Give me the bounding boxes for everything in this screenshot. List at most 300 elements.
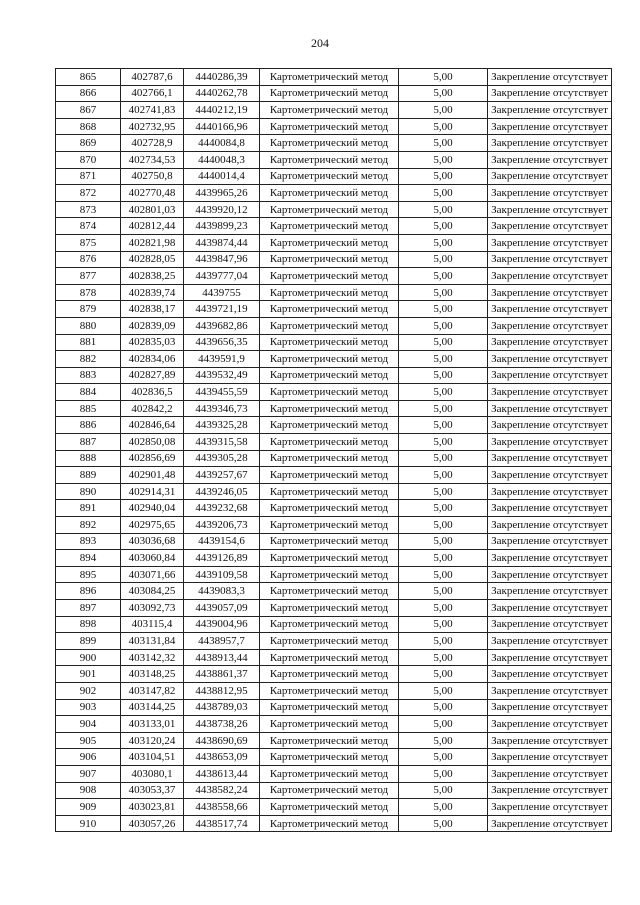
error-cell: 5,00	[399, 201, 488, 218]
x-coordinate-cell: 402787,6	[121, 69, 184, 86]
x-coordinate-cell: 403071,66	[121, 566, 184, 583]
point-number-cell: 902	[56, 682, 121, 699]
point-number-cell: 886	[56, 417, 121, 434]
error-cell: 5,00	[399, 583, 488, 600]
table-row	[56, 234, 612, 251]
x-coordinate-cell: 402838,17	[121, 301, 184, 318]
point-number-cell: 881	[56, 334, 121, 351]
x-coordinate-cell: 402828,05	[121, 251, 184, 268]
table-row	[56, 699, 612, 716]
x-coordinate-cell: 403131,84	[121, 633, 184, 650]
point-number-cell: 885	[56, 400, 121, 417]
x-coordinate-cell: 402901,48	[121, 467, 184, 484]
fixation-cell: Закрепление отсутствует	[488, 251, 612, 268]
table-row	[56, 600, 612, 617]
x-coordinate-cell: 402850,08	[121, 434, 184, 451]
error-cell: 5,00	[399, 251, 488, 268]
y-coordinate-cell: 4439532,49	[184, 367, 260, 384]
fixation-cell: Закрепление отсутствует	[488, 765, 612, 782]
method-cell: Картометрический метод	[260, 749, 399, 766]
x-coordinate-cell: 402741,83	[121, 102, 184, 119]
error-cell: 5,00	[399, 483, 488, 500]
y-coordinate-cell: 4438913,44	[184, 649, 260, 666]
table-row	[56, 467, 612, 484]
error-cell: 5,00	[399, 301, 488, 318]
fixation-cell: Закрепление отсутствует	[488, 284, 612, 301]
y-coordinate-cell: 4438582,24	[184, 782, 260, 799]
error-cell: 5,00	[399, 234, 488, 251]
method-cell: Картометрический метод	[260, 151, 399, 168]
y-coordinate-cell: 4440262,78	[184, 85, 260, 102]
y-coordinate-cell: 4438789,03	[184, 699, 260, 716]
method-cell: Картометрический метод	[260, 682, 399, 699]
error-cell: 5,00	[399, 284, 488, 301]
point-number-cell: 897	[56, 600, 121, 617]
method-cell: Картометрический метод	[260, 583, 399, 600]
error-cell: 5,00	[399, 467, 488, 484]
y-coordinate-cell: 4439656,35	[184, 334, 260, 351]
y-coordinate-cell: 4439346,73	[184, 400, 260, 417]
point-number-cell: 872	[56, 185, 121, 202]
fixation-cell: Закрепление отсутствует	[488, 417, 612, 434]
method-cell: Картометрический метод	[260, 218, 399, 235]
fixation-cell: Закрепление отсутствует	[488, 135, 612, 152]
table-row	[56, 135, 612, 152]
fixation-cell: Закрепление отсутствует	[488, 500, 612, 517]
method-cell: Картометрический метод	[260, 450, 399, 467]
fixation-cell: Закрепление отсутствует	[488, 102, 612, 119]
error-cell: 5,00	[399, 85, 488, 102]
y-coordinate-cell: 4439920,12	[184, 201, 260, 218]
fixation-cell: Закрепление отсутствует	[488, 550, 612, 567]
table-row	[56, 334, 612, 351]
y-coordinate-cell: 4439206,73	[184, 517, 260, 534]
fixation-cell: Закрепление отсутствует	[488, 268, 612, 285]
x-coordinate-cell: 403057,26	[121, 815, 184, 832]
y-coordinate-cell: 4439246,05	[184, 483, 260, 500]
error-cell: 5,00	[399, 566, 488, 583]
table-row	[56, 682, 612, 699]
table-row	[56, 284, 612, 301]
error-cell: 5,00	[399, 351, 488, 368]
table-row	[56, 749, 612, 766]
fixation-cell: Закрепление отсутствует	[488, 467, 612, 484]
error-cell: 5,00	[399, 616, 488, 633]
x-coordinate-cell: 402734,53	[121, 151, 184, 168]
error-cell: 5,00	[399, 268, 488, 285]
point-number-cell: 882	[56, 351, 121, 368]
point-number-cell: 899	[56, 633, 121, 650]
error-cell: 5,00	[399, 135, 488, 152]
table-row	[56, 201, 612, 218]
error-cell: 5,00	[399, 550, 488, 567]
y-coordinate-cell: 4439325,28	[184, 417, 260, 434]
y-coordinate-cell: 4438558,66	[184, 799, 260, 816]
fixation-cell: Закрепление отсутствует	[488, 583, 612, 600]
fixation-cell: Закрепление отсутствует	[488, 799, 612, 816]
x-coordinate-cell: 402835,03	[121, 334, 184, 351]
table-row	[56, 765, 612, 782]
method-cell: Картометрический метод	[260, 815, 399, 832]
method-cell: Картометрический метод	[260, 234, 399, 251]
method-cell: Картометрический метод	[260, 102, 399, 119]
x-coordinate-cell: 403092,73	[121, 600, 184, 617]
error-cell: 5,00	[399, 417, 488, 434]
error-cell: 5,00	[399, 69, 488, 86]
y-coordinate-cell: 4439126,89	[184, 550, 260, 567]
fixation-cell: Закрепление отсутствует	[488, 168, 612, 185]
x-coordinate-cell: 402812,44	[121, 218, 184, 235]
point-number-cell: 906	[56, 749, 121, 766]
x-coordinate-cell: 402732,95	[121, 118, 184, 135]
point-number-cell: 895	[56, 566, 121, 583]
error-cell: 5,00	[399, 185, 488, 202]
fixation-cell: Закрепление отсутствует	[488, 682, 612, 699]
page-number: 204	[311, 36, 329, 50]
table-row	[56, 102, 612, 119]
method-cell: Картометрический метод	[260, 301, 399, 318]
method-cell: Картометрический метод	[260, 633, 399, 650]
error-cell: 5,00	[399, 533, 488, 550]
method-cell: Картометрический метод	[260, 782, 399, 799]
x-coordinate-cell: 402940,04	[121, 500, 184, 517]
x-coordinate-cell: 402842,2	[121, 400, 184, 417]
method-cell: Картометрический метод	[260, 666, 399, 683]
y-coordinate-cell: 4439109,58	[184, 566, 260, 583]
point-number-cell: 875	[56, 234, 121, 251]
error-cell: 5,00	[399, 649, 488, 666]
point-number-cell: 892	[56, 517, 121, 534]
fixation-cell: Закрепление отсутствует	[488, 234, 612, 251]
x-coordinate-cell: 403060,84	[121, 550, 184, 567]
table-row	[56, 268, 612, 285]
y-coordinate-cell: 4439232,68	[184, 500, 260, 517]
error-cell: 5,00	[399, 682, 488, 699]
x-coordinate-cell: 402750,8	[121, 168, 184, 185]
fixation-cell: Закрепление отсутствует	[488, 450, 612, 467]
table-row	[56, 151, 612, 168]
error-cell: 5,00	[399, 168, 488, 185]
fixation-cell: Закрепление отсутствует	[488, 367, 612, 384]
point-number-cell: 879	[56, 301, 121, 318]
point-number-cell: 874	[56, 218, 121, 235]
error-cell: 5,00	[399, 317, 488, 334]
x-coordinate-cell: 403147,82	[121, 682, 184, 699]
y-coordinate-cell: 4439083,3	[184, 583, 260, 600]
table-row	[56, 483, 612, 500]
error-cell: 5,00	[399, 749, 488, 766]
point-number-cell: 894	[56, 550, 121, 567]
method-cell: Картометрический метод	[260, 135, 399, 152]
fixation-cell: Закрепление отсутствует	[488, 782, 612, 799]
fixation-cell: Закрепление отсутствует	[488, 151, 612, 168]
method-cell: Картометрический метод	[260, 168, 399, 185]
point-number-cell: 904	[56, 716, 121, 733]
error-cell: 5,00	[399, 367, 488, 384]
y-coordinate-cell: 4438738,26	[184, 716, 260, 733]
y-coordinate-cell: 4440212,19	[184, 102, 260, 119]
error-cell: 5,00	[399, 218, 488, 235]
fixation-cell: Закрепление отсутствует	[488, 699, 612, 716]
fixation-cell: Закрепление отсутствует	[488, 566, 612, 583]
x-coordinate-cell: 403144,25	[121, 699, 184, 716]
point-number-cell: 901	[56, 666, 121, 683]
method-cell: Картометрический метод	[260, 400, 399, 417]
fixation-cell: Закрепление отсутствует	[488, 716, 612, 733]
y-coordinate-cell: 4439899,23	[184, 218, 260, 235]
point-number-cell: 870	[56, 151, 121, 168]
fixation-cell: Закрепление отсутствует	[488, 384, 612, 401]
fixation-cell: Закрепление отсутствует	[488, 600, 612, 617]
method-cell: Картометрический метод	[260, 334, 399, 351]
table-row	[56, 815, 612, 832]
x-coordinate-cell: 402839,09	[121, 317, 184, 334]
y-coordinate-cell: 4438653,09	[184, 749, 260, 766]
x-coordinate-cell: 403036,68	[121, 533, 184, 550]
y-coordinate-cell: 4439057,09	[184, 600, 260, 617]
fixation-cell: Закрепление отсутствует	[488, 732, 612, 749]
table-row	[56, 301, 612, 318]
method-cell: Картометрический метод	[260, 566, 399, 583]
fixation-cell: Закрепление отсутствует	[488, 633, 612, 650]
table-row	[56, 69, 612, 86]
method-cell: Картометрический метод	[260, 467, 399, 484]
table-row	[56, 85, 612, 102]
table-row	[56, 583, 612, 600]
point-number-cell: 903	[56, 699, 121, 716]
method-cell: Картометрический метод	[260, 185, 399, 202]
table-row	[56, 616, 612, 633]
error-cell: 5,00	[399, 782, 488, 799]
error-cell: 5,00	[399, 732, 488, 749]
error-cell: 5,00	[399, 151, 488, 168]
error-cell: 5,00	[399, 600, 488, 617]
error-cell: 5,00	[399, 517, 488, 534]
error-cell: 5,00	[399, 334, 488, 351]
table-row	[56, 251, 612, 268]
table-row	[56, 384, 612, 401]
x-coordinate-cell: 403053,37	[121, 782, 184, 799]
table-row	[56, 566, 612, 583]
point-number-cell: 866	[56, 85, 121, 102]
point-number-cell: 884	[56, 384, 121, 401]
method-cell: Картометрический метод	[260, 699, 399, 716]
fixation-cell: Закрепление отсутствует	[488, 483, 612, 500]
fixation-cell: Закрепление отсутствует	[488, 533, 612, 550]
method-cell: Картометрический метод	[260, 483, 399, 500]
point-number-cell: 888	[56, 450, 121, 467]
method-cell: Картометрический метод	[260, 616, 399, 633]
error-cell: 5,00	[399, 434, 488, 451]
point-number-cell: 891	[56, 500, 121, 517]
x-coordinate-cell: 402975,65	[121, 517, 184, 534]
point-number-cell: 867	[56, 102, 121, 119]
point-number-cell: 909	[56, 799, 121, 816]
error-cell: 5,00	[399, 118, 488, 135]
table-row	[56, 417, 612, 434]
x-coordinate-cell: 403142,32	[121, 649, 184, 666]
table-row	[56, 367, 612, 384]
fixation-cell: Закрепление отсутствует	[488, 69, 612, 86]
error-cell: 5,00	[399, 716, 488, 733]
point-number-cell: 871	[56, 168, 121, 185]
table-row	[56, 666, 612, 683]
error-cell: 5,00	[399, 400, 488, 417]
error-cell: 5,00	[399, 500, 488, 517]
y-coordinate-cell: 4439257,67	[184, 467, 260, 484]
y-coordinate-cell: 4440014,4	[184, 168, 260, 185]
y-coordinate-cell: 4439847,96	[184, 251, 260, 268]
table-row	[56, 732, 612, 749]
method-cell: Картометрический метод	[260, 367, 399, 384]
method-cell: Картометрический метод	[260, 434, 399, 451]
y-coordinate-cell: 4439591,9	[184, 351, 260, 368]
fixation-cell: Закрепление отсутствует	[488, 185, 612, 202]
fixation-cell: Закрепление отсутствует	[488, 749, 612, 766]
y-coordinate-cell: 4440048,3	[184, 151, 260, 168]
y-coordinate-cell: 4438861,37	[184, 666, 260, 683]
table-row	[56, 533, 612, 550]
point-number-cell: 878	[56, 284, 121, 301]
table-row	[56, 500, 612, 517]
y-coordinate-cell: 4439874,44	[184, 234, 260, 251]
fixation-cell: Закрепление отсутствует	[488, 334, 612, 351]
coordinates-table	[55, 68, 612, 832]
point-number-cell: 869	[56, 135, 121, 152]
x-coordinate-cell: 403080,1	[121, 765, 184, 782]
y-coordinate-cell: 4440084,8	[184, 135, 260, 152]
x-coordinate-cell: 402821,98	[121, 234, 184, 251]
fixation-cell: Закрепление отсутствует	[488, 517, 612, 534]
method-cell: Картометрический метод	[260, 799, 399, 816]
method-cell: Картометрический метод	[260, 118, 399, 135]
point-number-cell: 873	[56, 201, 121, 218]
x-coordinate-cell: 403148,25	[121, 666, 184, 683]
x-coordinate-cell: 403104,51	[121, 749, 184, 766]
y-coordinate-cell: 4438613,44	[184, 765, 260, 782]
table-row	[56, 218, 612, 235]
method-cell: Картометрический метод	[260, 69, 399, 86]
table-row	[56, 799, 612, 816]
point-number-cell: 908	[56, 782, 121, 799]
fixation-cell: Закрепление отсутствует	[488, 616, 612, 633]
y-coordinate-cell: 4439965,26	[184, 185, 260, 202]
point-number-cell: 910	[56, 815, 121, 832]
fixation-cell: Закрепление отсутствует	[488, 85, 612, 102]
y-coordinate-cell: 4439004,96	[184, 616, 260, 633]
method-cell: Картометрический метод	[260, 550, 399, 567]
y-coordinate-cell: 4438690,69	[184, 732, 260, 749]
point-number-cell: 893	[56, 533, 121, 550]
method-cell: Картометрический метод	[260, 268, 399, 285]
fixation-cell: Закрепление отсутствует	[488, 400, 612, 417]
error-cell: 5,00	[399, 633, 488, 650]
method-cell: Картометрический метод	[260, 384, 399, 401]
y-coordinate-cell: 4439315,58	[184, 434, 260, 451]
method-cell: Картометрический метод	[260, 649, 399, 666]
y-coordinate-cell: 4439755	[184, 284, 260, 301]
point-number-cell: 896	[56, 583, 121, 600]
x-coordinate-cell: 402801,03	[121, 201, 184, 218]
error-cell: 5,00	[399, 765, 488, 782]
y-coordinate-cell: 4438517,74	[184, 815, 260, 832]
y-coordinate-cell: 4438957,7	[184, 633, 260, 650]
error-cell: 5,00	[399, 815, 488, 832]
method-cell: Картометрический метод	[260, 85, 399, 102]
method-cell: Картометрический метод	[260, 533, 399, 550]
y-coordinate-cell: 4439154,6	[184, 533, 260, 550]
x-coordinate-cell: 402914,31	[121, 483, 184, 500]
table-row	[56, 450, 612, 467]
y-coordinate-cell: 4439777,04	[184, 268, 260, 285]
fixation-cell: Закрепление отсутствует	[488, 666, 612, 683]
table-row	[56, 351, 612, 368]
point-number-cell: 889	[56, 467, 121, 484]
x-coordinate-cell: 402838,25	[121, 268, 184, 285]
point-number-cell: 880	[56, 317, 121, 334]
error-cell: 5,00	[399, 699, 488, 716]
x-coordinate-cell: 402766,1	[121, 85, 184, 102]
method-cell: Картометрический метод	[260, 251, 399, 268]
fixation-cell: Закрепление отсутствует	[488, 118, 612, 135]
error-cell: 5,00	[399, 384, 488, 401]
x-coordinate-cell: 403115,4	[121, 616, 184, 633]
table-row	[56, 633, 612, 650]
method-cell: Картометрический метод	[260, 765, 399, 782]
point-number-cell: 883	[56, 367, 121, 384]
method-cell: Картометрический метод	[260, 417, 399, 434]
x-coordinate-cell: 402827,89	[121, 367, 184, 384]
method-cell: Картометрический метод	[260, 716, 399, 733]
x-coordinate-cell: 403133,01	[121, 716, 184, 733]
method-cell: Картометрический метод	[260, 732, 399, 749]
table-row	[56, 716, 612, 733]
point-number-cell: 900	[56, 649, 121, 666]
x-coordinate-cell: 403120,24	[121, 732, 184, 749]
fixation-cell: Закрепление отсутствует	[488, 301, 612, 318]
x-coordinate-cell: 403023,81	[121, 799, 184, 816]
x-coordinate-cell: 402770,48	[121, 185, 184, 202]
y-coordinate-cell: 4439305,28	[184, 450, 260, 467]
x-coordinate-cell: 403084,25	[121, 583, 184, 600]
point-number-cell: 890	[56, 483, 121, 500]
error-cell: 5,00	[399, 450, 488, 467]
method-cell: Картометрический метод	[260, 517, 399, 534]
method-cell: Картометрический метод	[260, 284, 399, 301]
point-number-cell: 877	[56, 268, 121, 285]
y-coordinate-cell: 4440286,39	[184, 69, 260, 86]
y-coordinate-cell: 4439682,86	[184, 317, 260, 334]
x-coordinate-cell: 402839,74	[121, 284, 184, 301]
table-row	[56, 649, 612, 666]
fixation-cell: Закрепление отсутствует	[488, 649, 612, 666]
method-cell: Картометрический метод	[260, 600, 399, 617]
x-coordinate-cell: 402834,06	[121, 351, 184, 368]
table-row	[56, 118, 612, 135]
x-coordinate-cell: 402846,64	[121, 417, 184, 434]
method-cell: Картометрический метод	[260, 201, 399, 218]
coordinates-table-body	[56, 69, 612, 832]
fixation-cell: Закрепление отсутствует	[488, 434, 612, 451]
fixation-cell: Закрепление отсутствует	[488, 201, 612, 218]
table-row	[56, 168, 612, 185]
error-cell: 5,00	[399, 102, 488, 119]
point-number-cell: 868	[56, 118, 121, 135]
point-number-cell: 905	[56, 732, 121, 749]
table-row	[56, 317, 612, 334]
x-coordinate-cell: 402836,5	[121, 384, 184, 401]
method-cell: Картометрический метод	[260, 500, 399, 517]
